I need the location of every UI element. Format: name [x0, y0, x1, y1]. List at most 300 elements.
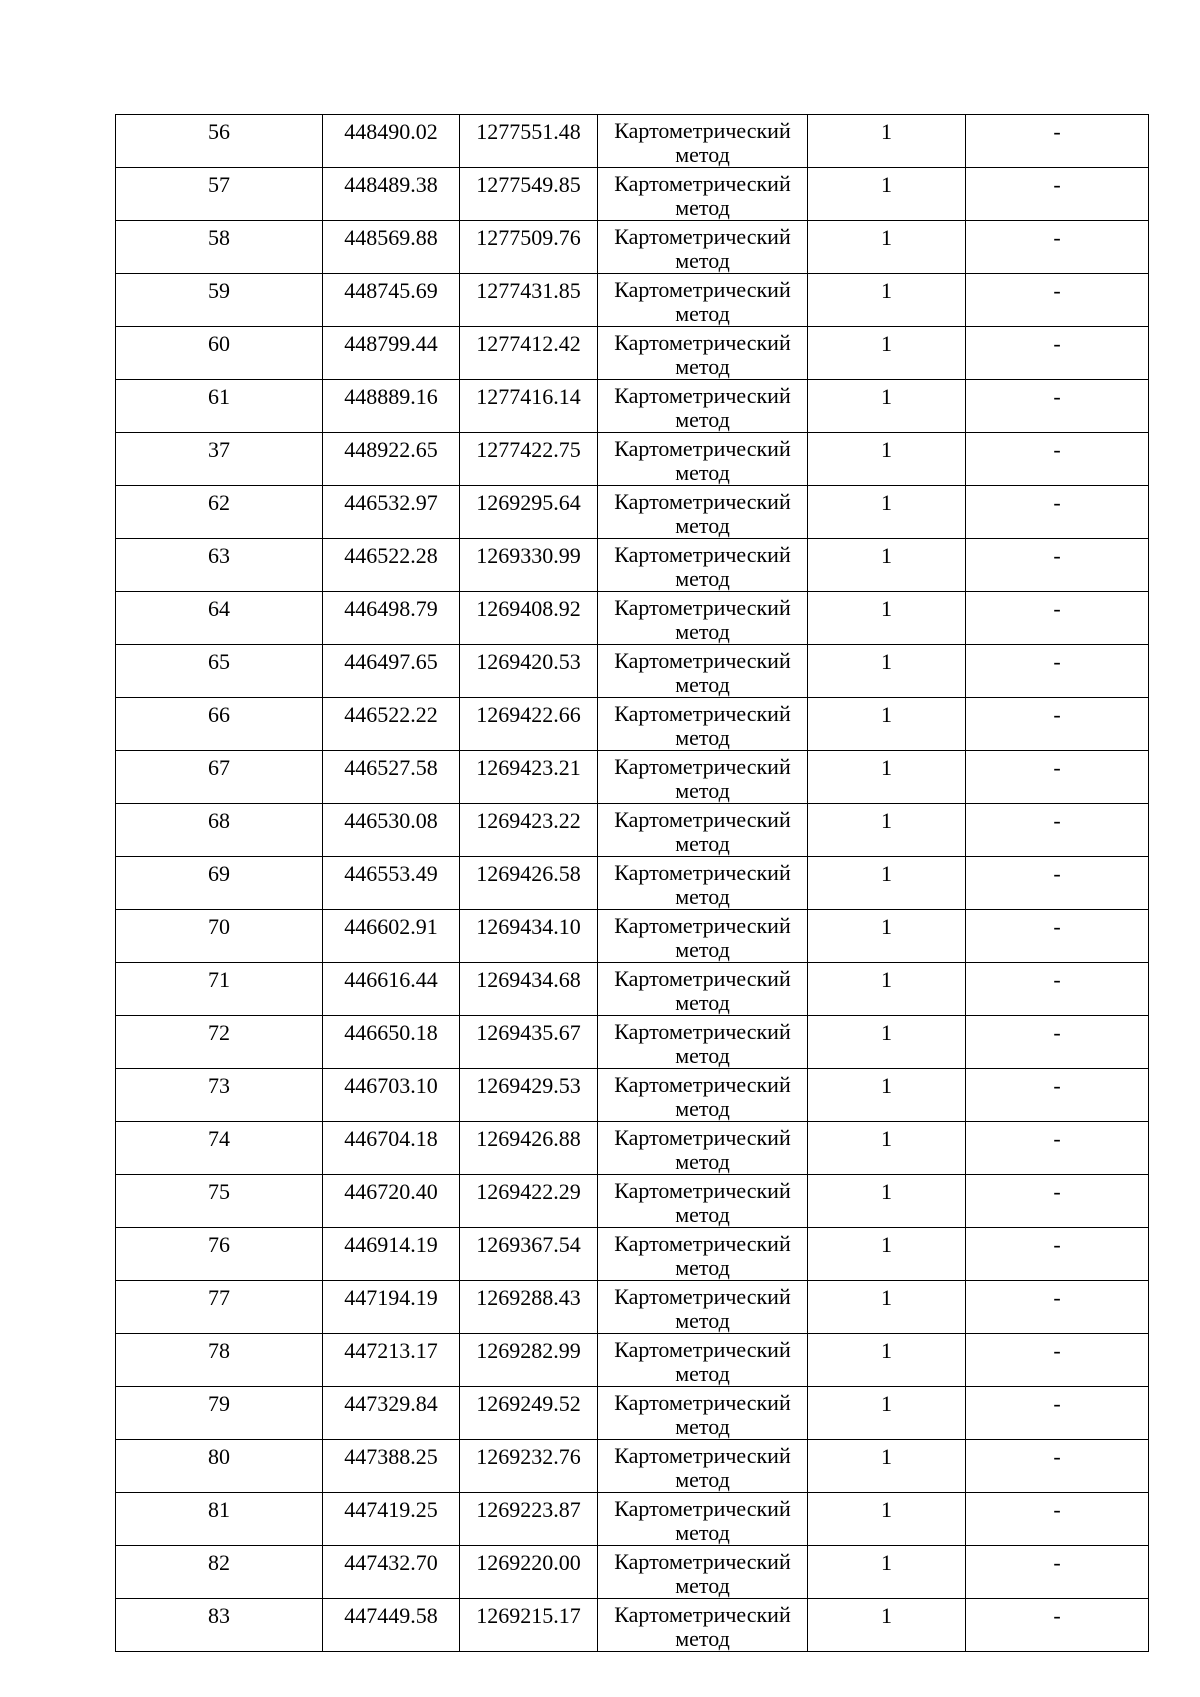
x-coordinate-cell — [323, 1228, 460, 1281]
y-coordinate-cell-text: 1277551.48 — [476, 119, 581, 144]
note-cell-text: - — [1053, 755, 1061, 780]
x-coordinate-cell — [323, 539, 460, 592]
x-coordinate-cell — [323, 1281, 460, 1334]
table-body — [116, 115, 1149, 1652]
y-coordinate-cell-text: 1269435.67 — [476, 1020, 581, 1045]
accuracy-cell-text: 1 — [881, 278, 892, 303]
table-row — [116, 1069, 1149, 1122]
method-cell — [598, 698, 808, 751]
accuracy-cell — [808, 857, 966, 910]
accuracy-cell-text: 1 — [881, 1126, 892, 1151]
accuracy-cell-text: 1 — [881, 702, 892, 727]
y-coordinate-cell-text: 1269288.43 — [476, 1285, 581, 1310]
x-coordinate-cell-text: 448889.16 — [344, 384, 438, 409]
y-coordinate-cell — [460, 804, 598, 857]
y-coordinate-cell — [460, 1228, 598, 1281]
y-coordinate-cell — [460, 539, 598, 592]
accuracy-cell-text: 1 — [881, 1232, 892, 1257]
accuracy-cell-text: 1 — [881, 967, 892, 992]
note-cell — [966, 168, 1149, 221]
accuracy-cell — [808, 1334, 966, 1387]
note-cell-text: - — [1053, 861, 1061, 886]
note-cell-text: - — [1053, 543, 1061, 568]
y-coordinate-cell-text: 1269423.21 — [476, 755, 581, 780]
x-coordinate-cell — [323, 1493, 460, 1546]
method-cell — [598, 1546, 808, 1599]
note-cell — [966, 1069, 1149, 1122]
y-coordinate-cell-text: 1269408.92 — [476, 596, 581, 621]
x-coordinate-cell-text: 446650.18 — [344, 1020, 438, 1045]
method-cell-text: Картометрический метод — [614, 1072, 791, 1121]
x-coordinate-cell — [323, 1440, 460, 1493]
note-cell — [966, 1599, 1149, 1652]
note-cell-text: - — [1053, 808, 1061, 833]
accuracy-cell-text: 1 — [881, 755, 892, 780]
method-cell-text: Картометрический метод — [614, 383, 791, 432]
accuracy-cell — [808, 1175, 966, 1228]
accuracy-cell — [808, 168, 966, 221]
method-cell — [598, 1122, 808, 1175]
point-number-cell-text: 66 — [208, 702, 230, 727]
point-number-cell-text: 60 — [208, 331, 230, 356]
method-cell — [598, 168, 808, 221]
note-cell-text: - — [1053, 702, 1061, 727]
y-coordinate-cell — [460, 1387, 598, 1440]
accuracy-cell — [808, 804, 966, 857]
accuracy-cell-text: 1 — [881, 596, 892, 621]
method-cell — [598, 1069, 808, 1122]
method-cell-text: Картометрический метод — [614, 330, 791, 379]
table-row — [116, 645, 1149, 698]
point-number-cell — [116, 1069, 323, 1122]
x-coordinate-cell — [323, 1546, 460, 1599]
x-coordinate-cell — [323, 1016, 460, 1069]
accuracy-cell — [808, 1122, 966, 1175]
note-cell-text: - — [1053, 1338, 1061, 1363]
method-cell-text: Картометрический метод — [614, 807, 791, 856]
x-coordinate-cell — [323, 380, 460, 433]
point-number-cell — [116, 1440, 323, 1493]
point-number-cell-text: 76 — [208, 1232, 230, 1257]
note-cell — [966, 804, 1149, 857]
x-coordinate-cell-text: 446703.10 — [344, 1073, 438, 1098]
note-cell-text: - — [1053, 331, 1061, 356]
note-cell-text: - — [1053, 1550, 1061, 1575]
method-cell-text: Картометрический метод — [614, 436, 791, 485]
note-cell-text: - — [1053, 649, 1061, 674]
note-cell — [966, 857, 1149, 910]
point-number-cell — [116, 115, 323, 168]
y-coordinate-cell — [460, 380, 598, 433]
table-row — [116, 698, 1149, 751]
point-number-cell-text: 70 — [208, 914, 230, 939]
note-cell — [966, 1122, 1149, 1175]
method-cell — [598, 1493, 808, 1546]
x-coordinate-cell-text: 447213.17 — [344, 1338, 438, 1363]
table-row — [116, 592, 1149, 645]
accuracy-cell-text: 1 — [881, 649, 892, 674]
table-row — [116, 1546, 1149, 1599]
table-row — [116, 910, 1149, 963]
point-number-cell-text: 64 — [208, 596, 230, 621]
method-cell-text: Картометрический метод — [614, 1496, 791, 1545]
table-row — [116, 168, 1149, 221]
method-cell — [598, 274, 808, 327]
x-coordinate-cell-text: 446532.97 — [344, 490, 438, 515]
y-coordinate-cell — [460, 1546, 598, 1599]
point-number-cell — [116, 274, 323, 327]
note-cell-text: - — [1053, 1020, 1061, 1045]
y-coordinate-cell — [460, 486, 598, 539]
x-coordinate-cell-text: 446720.40 — [344, 1179, 438, 1204]
method-cell — [598, 221, 808, 274]
x-coordinate-cell-text: 447449.58 — [344, 1603, 438, 1628]
point-number-cell — [116, 1493, 323, 1546]
note-cell-text: - — [1053, 1444, 1061, 1469]
note-cell-text: - — [1053, 119, 1061, 144]
y-coordinate-cell — [460, 910, 598, 963]
accuracy-cell-text: 1 — [881, 119, 892, 144]
y-coordinate-cell-text: 1277509.76 — [476, 225, 581, 250]
accuracy-cell — [808, 1546, 966, 1599]
method-cell — [598, 1228, 808, 1281]
note-cell-text: - — [1053, 596, 1061, 621]
x-coordinate-cell-text: 446522.22 — [344, 702, 438, 727]
note-cell-text: - — [1053, 1179, 1061, 1204]
x-coordinate-cell — [323, 910, 460, 963]
note-cell — [966, 1334, 1149, 1387]
y-coordinate-cell — [460, 1175, 598, 1228]
note-cell-text: - — [1053, 1073, 1061, 1098]
method-cell — [598, 380, 808, 433]
y-coordinate-cell-text: 1269434.10 — [476, 914, 581, 939]
method-cell-text: Картометрический метод — [614, 118, 791, 167]
x-coordinate-cell — [323, 221, 460, 274]
point-number-cell-text: 78 — [208, 1338, 230, 1363]
method-cell — [598, 910, 808, 963]
point-number-cell — [116, 1281, 323, 1334]
point-number-cell-text: 68 — [208, 808, 230, 833]
accuracy-cell-text: 1 — [881, 1391, 892, 1416]
accuracy-cell — [808, 539, 966, 592]
y-coordinate-cell-text: 1269330.99 — [476, 543, 581, 568]
point-number-cell — [116, 1175, 323, 1228]
method-cell — [598, 751, 808, 804]
method-cell — [598, 1175, 808, 1228]
x-coordinate-cell — [323, 1175, 460, 1228]
accuracy-cell — [808, 698, 966, 751]
y-coordinate-cell — [460, 221, 598, 274]
point-number-cell-text: 37 — [208, 437, 230, 462]
point-number-cell-text: 59 — [208, 278, 230, 303]
y-coordinate-cell — [460, 751, 598, 804]
point-number-cell — [116, 645, 323, 698]
point-number-cell-text: 62 — [208, 490, 230, 515]
point-number-cell — [116, 1599, 323, 1652]
x-coordinate-cell-text: 448489.38 — [344, 172, 438, 197]
point-number-cell — [116, 1387, 323, 1440]
note-cell-text: - — [1053, 914, 1061, 939]
accuracy-cell-text: 1 — [881, 1285, 892, 1310]
table-row — [116, 1175, 1149, 1228]
x-coordinate-cell — [323, 168, 460, 221]
table-row — [116, 327, 1149, 380]
x-coordinate-cell-text: 448745.69 — [344, 278, 438, 303]
method-cell — [598, 592, 808, 645]
method-cell-text: Картометрический метод — [614, 1390, 791, 1439]
x-coordinate-cell — [323, 1599, 460, 1652]
y-coordinate-cell — [460, 1122, 598, 1175]
accuracy-cell — [808, 1228, 966, 1281]
table-row — [116, 1016, 1149, 1069]
point-number-cell-text: 75 — [208, 1179, 230, 1204]
point-number-cell-text: 72 — [208, 1020, 230, 1045]
x-coordinate-cell-text: 447194.19 — [344, 1285, 438, 1310]
accuracy-cell — [808, 221, 966, 274]
method-cell-text: Картометрический метод — [614, 701, 791, 750]
point-number-cell — [116, 539, 323, 592]
x-coordinate-cell-text: 447329.84 — [344, 1391, 438, 1416]
method-cell-text: Картометрический метод — [614, 1231, 791, 1280]
note-cell — [966, 327, 1149, 380]
method-cell — [598, 433, 808, 486]
note-cell — [966, 910, 1149, 963]
point-number-cell-text: 61 — [208, 384, 230, 409]
x-coordinate-cell-text: 446602.91 — [344, 914, 438, 939]
method-cell — [598, 1334, 808, 1387]
y-coordinate-cell — [460, 1440, 598, 1493]
point-number-cell-text: 56 — [208, 119, 230, 144]
note-cell — [966, 698, 1149, 751]
method-cell-text: Картометрический метод — [614, 1178, 791, 1227]
note-cell-text: - — [1053, 1285, 1061, 1310]
y-coordinate-cell — [460, 168, 598, 221]
accuracy-cell — [808, 327, 966, 380]
accuracy-cell-text: 1 — [881, 225, 892, 250]
x-coordinate-cell — [323, 327, 460, 380]
method-cell — [598, 963, 808, 1016]
method-cell — [598, 804, 808, 857]
y-coordinate-cell-text: 1269422.29 — [476, 1179, 581, 1204]
note-cell — [966, 115, 1149, 168]
point-number-cell — [116, 804, 323, 857]
method-cell-text: Картометрический метод — [614, 754, 791, 803]
method-cell-text: Картометрический метод — [614, 1337, 791, 1386]
method-cell-text: Картометрический метод — [614, 860, 791, 909]
method-cell-text: Картометрический метод — [614, 1443, 791, 1492]
method-cell-text: Картометрический метод — [614, 1019, 791, 1068]
accuracy-cell — [808, 1069, 966, 1122]
y-coordinate-cell — [460, 433, 598, 486]
x-coordinate-cell — [323, 486, 460, 539]
point-number-cell — [116, 857, 323, 910]
point-number-cell — [116, 433, 323, 486]
y-coordinate-cell-text: 1269426.58 — [476, 861, 581, 886]
y-coordinate-cell — [460, 1016, 598, 1069]
note-cell-text: - — [1053, 1603, 1061, 1628]
y-coordinate-cell-text: 1269420.53 — [476, 649, 581, 674]
method-cell-text: Картометрический метод — [614, 1125, 791, 1174]
accuracy-cell-text: 1 — [881, 861, 892, 886]
note-cell-text: - — [1053, 1126, 1061, 1151]
note-cell — [966, 221, 1149, 274]
point-number-cell-text: 67 — [208, 755, 230, 780]
method-cell — [598, 857, 808, 910]
method-cell-text: Картометрический метод — [614, 595, 791, 644]
point-number-cell — [116, 1334, 323, 1387]
y-coordinate-cell-text: 1269422.66 — [476, 702, 581, 727]
table-row — [116, 857, 1149, 910]
point-number-cell-text: 71 — [208, 967, 230, 992]
x-coordinate-cell-text: 446530.08 — [344, 808, 438, 833]
x-coordinate-cell-text: 448799.44 — [344, 331, 438, 356]
x-coordinate-cell-text: 446498.79 — [344, 596, 438, 621]
accuracy-cell-text: 1 — [881, 808, 892, 833]
note-cell — [966, 1175, 1149, 1228]
point-number-cell — [116, 1122, 323, 1175]
table-row — [116, 115, 1149, 168]
y-coordinate-cell — [460, 1069, 598, 1122]
y-coordinate-cell — [460, 645, 598, 698]
point-number-cell-text: 74 — [208, 1126, 230, 1151]
accuracy-cell-text: 1 — [881, 914, 892, 939]
point-number-cell-text: 57 — [208, 172, 230, 197]
accuracy-cell — [808, 910, 966, 963]
method-cell-text: Картометрический метод — [614, 1602, 791, 1651]
y-coordinate-cell-text: 1269295.64 — [476, 490, 581, 515]
note-cell — [966, 1493, 1149, 1546]
x-coordinate-cell-text: 448922.65 — [344, 437, 438, 462]
note-cell-text: - — [1053, 967, 1061, 992]
y-coordinate-cell-text: 1277431.85 — [476, 278, 581, 303]
accuracy-cell-text: 1 — [881, 1179, 892, 1204]
note-cell — [966, 539, 1149, 592]
point-number-cell — [116, 168, 323, 221]
y-coordinate-cell-text: 1269423.22 — [476, 808, 581, 833]
y-coordinate-cell-text: 1269429.53 — [476, 1073, 581, 1098]
method-cell-text: Картометрический метод — [614, 1549, 791, 1598]
table-row — [116, 1281, 1149, 1334]
table-row — [116, 1122, 1149, 1175]
y-coordinate-cell — [460, 274, 598, 327]
table-row — [116, 1440, 1149, 1493]
method-cell — [598, 1440, 808, 1493]
y-coordinate-cell-text: 1269434.68 — [476, 967, 581, 992]
point-number-cell — [116, 1546, 323, 1599]
y-coordinate-cell-text: 1269223.87 — [476, 1497, 581, 1522]
accuracy-cell — [808, 486, 966, 539]
x-coordinate-cell-text: 446914.19 — [344, 1232, 438, 1257]
y-coordinate-cell-text: 1269232.76 — [476, 1444, 581, 1469]
note-cell — [966, 592, 1149, 645]
table-row — [116, 963, 1149, 1016]
accuracy-cell — [808, 115, 966, 168]
note-cell — [966, 963, 1149, 1016]
y-coordinate-cell-text: 1277412.42 — [476, 331, 581, 356]
method-cell — [598, 1387, 808, 1440]
x-coordinate-cell-text: 448569.88 — [344, 225, 438, 250]
x-coordinate-cell-text: 446527.58 — [344, 755, 438, 780]
x-coordinate-cell — [323, 698, 460, 751]
x-coordinate-cell-text: 446553.49 — [344, 861, 438, 886]
point-number-cell-text: 81 — [208, 1497, 230, 1522]
accuracy-cell-text: 1 — [881, 437, 892, 462]
note-cell — [966, 1546, 1149, 1599]
point-number-cell-text: 63 — [208, 543, 230, 568]
y-coordinate-cell-text: 1277422.75 — [476, 437, 581, 462]
note-cell — [966, 1281, 1149, 1334]
x-coordinate-cell — [323, 592, 460, 645]
y-coordinate-cell-text: 1269215.17 — [476, 1603, 581, 1628]
note-cell — [966, 1440, 1149, 1493]
x-coordinate-cell-text: 447388.25 — [344, 1444, 438, 1469]
y-coordinate-cell — [460, 115, 598, 168]
note-cell-text: - — [1053, 1391, 1061, 1416]
y-coordinate-cell-text: 1269220.00 — [476, 1550, 581, 1575]
y-coordinate-cell — [460, 1334, 598, 1387]
point-number-cell — [116, 963, 323, 1016]
accuracy-cell — [808, 1281, 966, 1334]
method-cell-text: Картометрический метод — [614, 648, 791, 697]
x-coordinate-cell — [323, 1387, 460, 1440]
y-coordinate-cell — [460, 1493, 598, 1546]
y-coordinate-cell — [460, 1599, 598, 1652]
accuracy-cell — [808, 645, 966, 698]
point-number-cell-text: 73 — [208, 1073, 230, 1098]
method-cell — [598, 645, 808, 698]
x-coordinate-cell-text: 447432.70 — [344, 1550, 438, 1575]
accuracy-cell — [808, 1016, 966, 1069]
y-coordinate-cell-text: 1269249.52 — [476, 1391, 581, 1416]
method-cell — [598, 115, 808, 168]
table-row — [116, 486, 1149, 539]
point-number-cell-text: 65 — [208, 649, 230, 674]
x-coordinate-cell-text: 446616.44 — [344, 967, 438, 992]
x-coordinate-cell — [323, 274, 460, 327]
note-cell — [966, 751, 1149, 804]
note-cell — [966, 486, 1149, 539]
accuracy-cell-text: 1 — [881, 1497, 892, 1522]
accuracy-cell-text: 1 — [881, 172, 892, 197]
x-coordinate-cell-text: 447419.25 — [344, 1497, 438, 1522]
x-coordinate-cell-text: 446497.65 — [344, 649, 438, 674]
x-coordinate-cell — [323, 857, 460, 910]
table-row — [116, 274, 1149, 327]
note-cell-text: - — [1053, 278, 1061, 303]
note-cell — [966, 433, 1149, 486]
accuracy-cell — [808, 433, 966, 486]
accuracy-cell — [808, 963, 966, 1016]
accuracy-cell — [808, 592, 966, 645]
x-coordinate-cell — [323, 115, 460, 168]
y-coordinate-cell — [460, 857, 598, 910]
y-coordinate-cell — [460, 963, 598, 1016]
x-coordinate-cell — [323, 804, 460, 857]
accuracy-cell-text: 1 — [881, 331, 892, 356]
method-cell-text: Картометрический метод — [614, 1284, 791, 1333]
y-coordinate-cell-text: 1269282.99 — [476, 1338, 581, 1363]
point-number-cell-text: 69 — [208, 861, 230, 886]
note-cell-text: - — [1053, 437, 1061, 462]
point-number-cell-text: 80 — [208, 1444, 230, 1469]
accuracy-cell-text: 1 — [881, 1444, 892, 1469]
note-cell-text: - — [1053, 384, 1061, 409]
point-number-cell — [116, 1016, 323, 1069]
accuracy-cell-text: 1 — [881, 384, 892, 409]
x-coordinate-cell — [323, 433, 460, 486]
table-row — [116, 221, 1149, 274]
accuracy-cell — [808, 1387, 966, 1440]
